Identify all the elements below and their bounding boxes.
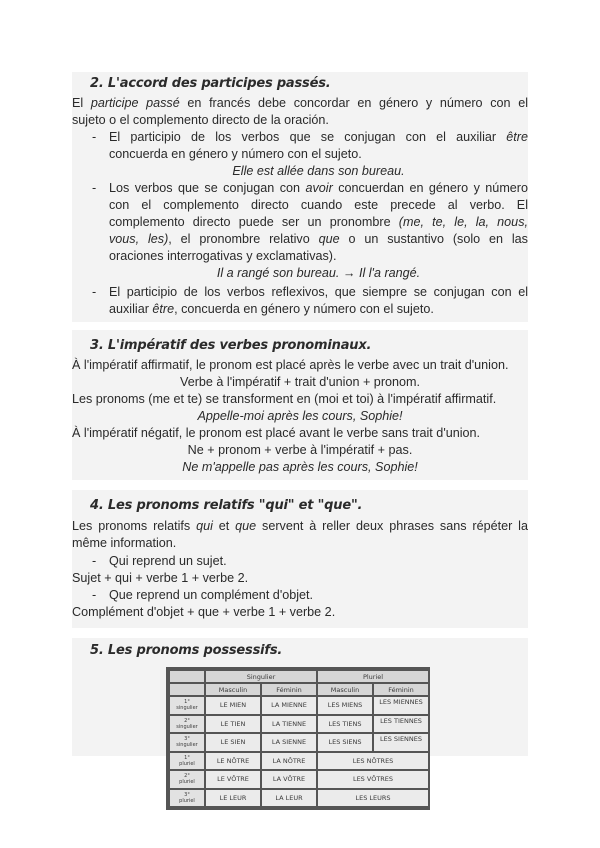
cell-fs: LA TIENNE xyxy=(262,716,316,733)
row-label: 3° singulier xyxy=(170,734,204,751)
s4-formula-1: Sujet + qui + verbe 1 + verbe 2. xyxy=(72,571,249,585)
s3-line-1: À l'impératif affirmatif, le pronom est placé après le verbe avec un trait d'union. xyxy=(72,358,509,372)
section-5-title: 5. Les pronoms possessifs. xyxy=(90,643,283,658)
header-feminin-pluriel: Féminin xyxy=(374,684,428,695)
cell-ms: LE MIEN xyxy=(206,697,260,714)
s4-line-2: même information. xyxy=(72,536,177,550)
s2-bullet-2-line-2: con el complemento directo cuando este precede al verbo. El xyxy=(109,198,528,212)
s3-example-2: Ne m'appelle pas après les cours, Sophie! xyxy=(182,460,418,474)
s2-bullet-2-line-4: vous, les), el pronombre relativo que o un sustantivo (solo en las xyxy=(109,232,528,246)
s3-formula-1: Verbe à l'impératif + trait d'union + pronom. xyxy=(179,375,421,389)
possessive-table-grid xyxy=(168,669,430,808)
s2-bullet-1-line-2: concuerda en género y número con el sujeto. xyxy=(109,147,362,161)
s2-bullet-3-line-1: El participio de los verbos reflexivos, que siempre se conjugan con el xyxy=(109,285,528,299)
s4-bullet-2-dash: - xyxy=(92,588,97,602)
cell-plural: LES LEURS xyxy=(318,790,428,807)
table-row xyxy=(170,771,428,788)
s3-line-2: Les pronoms (me et te) se transforment en (moi et toi) à l'impératif affirmatif. xyxy=(72,392,497,406)
cell-mp: LES SIENS xyxy=(318,734,372,751)
cell-ms: LE SIEN xyxy=(206,734,260,751)
s2-intro-line-2: sujeto o el complemento directo de la oración. xyxy=(72,113,329,127)
header-singulier: Singulier xyxy=(206,671,316,682)
table-row xyxy=(170,734,428,751)
s4-formula-2: Complément d'objet + que + verbe 1 + verbe 2. xyxy=(72,605,336,619)
s2-bullet-3-dash: - xyxy=(92,285,97,299)
possessive-pronouns-table xyxy=(166,667,430,810)
s2-bullet-2-dash: - xyxy=(92,181,97,195)
cell-fs: LA NÔTRE xyxy=(262,753,316,770)
s2-example-1: Elle est allée dans son bureau. xyxy=(232,164,405,178)
header-feminin-singulier: Féminin xyxy=(262,684,316,695)
section-3-title: 3. L'impératif des verbes pronominaux. xyxy=(90,338,372,353)
cell-mp: LES TIENS xyxy=(318,716,372,733)
row-label: 1° pluriel xyxy=(170,753,204,770)
header-masculin-pluriel: Masculin xyxy=(318,684,372,695)
s2-bullet-3-line-2: auxiliar être, concuerda en género y número con el sujeto. xyxy=(109,302,434,316)
cell-fs: LA SIENNE xyxy=(262,734,316,751)
cell-plural: LES VÔTRES xyxy=(318,771,428,788)
cell-fs: LA LEUR xyxy=(262,790,316,807)
section-2-title: 2. L'accord des participes passés. xyxy=(90,76,331,91)
cell-fp: LES MIENNES xyxy=(374,697,428,714)
table-row xyxy=(170,753,428,770)
s3-example-1: Appelle-moi après les cours, Sophie! xyxy=(197,409,403,423)
cell-ms: LE NÔTRE xyxy=(206,753,260,770)
s3-formula-2: Ne + pronom + verbe à l'impératif + pas. xyxy=(187,443,413,457)
cell-fs: LA VÔTRE xyxy=(262,771,316,788)
s4-bullet-2: Que reprend un complément d'objet. xyxy=(109,588,314,602)
table-row xyxy=(170,790,428,807)
header-pluriel: Pluriel xyxy=(318,671,428,682)
table-row xyxy=(170,716,428,733)
section-4-title: 4. Les pronoms relatifs "qui" et "que". xyxy=(90,498,363,513)
cell-fp: LES TIENNES xyxy=(374,716,428,733)
cell-ms: LE LEUR xyxy=(206,790,260,807)
s4-bullet-1-dash: - xyxy=(92,554,97,568)
table-corner-2 xyxy=(170,684,204,695)
table-corner xyxy=(170,671,204,682)
s4-bullet-1: Qui reprend un sujet. xyxy=(109,554,227,568)
s2-bullet-2-line-1: Los verbos que se conjugan con avoir concuerdan en género y número xyxy=(109,181,529,195)
row-label: 1° singulier xyxy=(170,697,204,714)
row-label: 3° pluriel xyxy=(170,790,204,807)
header-masculin-singulier: Masculin xyxy=(206,684,260,695)
s3-line-3: À l'impératif négatif, le pronom est placé avant le verbe sans trait d'union. xyxy=(72,426,481,440)
cell-plural: LES NÔTRES xyxy=(318,753,428,770)
row-label: 2° pluriel xyxy=(170,771,204,788)
cell-ms: LE TIEN xyxy=(206,716,260,733)
s2-example-2: Il a rangé son bureau. → Il l'a rangé. xyxy=(216,266,421,280)
cell-fp: LES SIENNES xyxy=(374,734,428,751)
s2-bullet-2-line-5: oraciones interrogativas y exclamativas). xyxy=(109,249,337,263)
s4-line-1: Les pronoms relatifs qui et que servent à reller deux phrases sans répéter la xyxy=(72,519,528,533)
cell-ms: LE VÔTRE xyxy=(206,771,260,788)
s2-bullet-2-line-3: complemento directo puede ser un pronombre (me, te, le, la, nous, xyxy=(109,215,528,229)
cell-mp: LES MIENS xyxy=(318,697,372,714)
s2-bullet-1-dash: - xyxy=(92,130,97,144)
s2-intro-line-1: El participe passé en francés debe concordar en género y número con el xyxy=(72,96,528,110)
cell-fs: LA MIENNE xyxy=(262,697,316,714)
s2-bullet-1-line-1: El participio de los verbos que se conjugan con el auxiliar être xyxy=(109,130,528,144)
row-label: 2° singulier xyxy=(170,716,204,733)
table-row xyxy=(170,697,428,714)
